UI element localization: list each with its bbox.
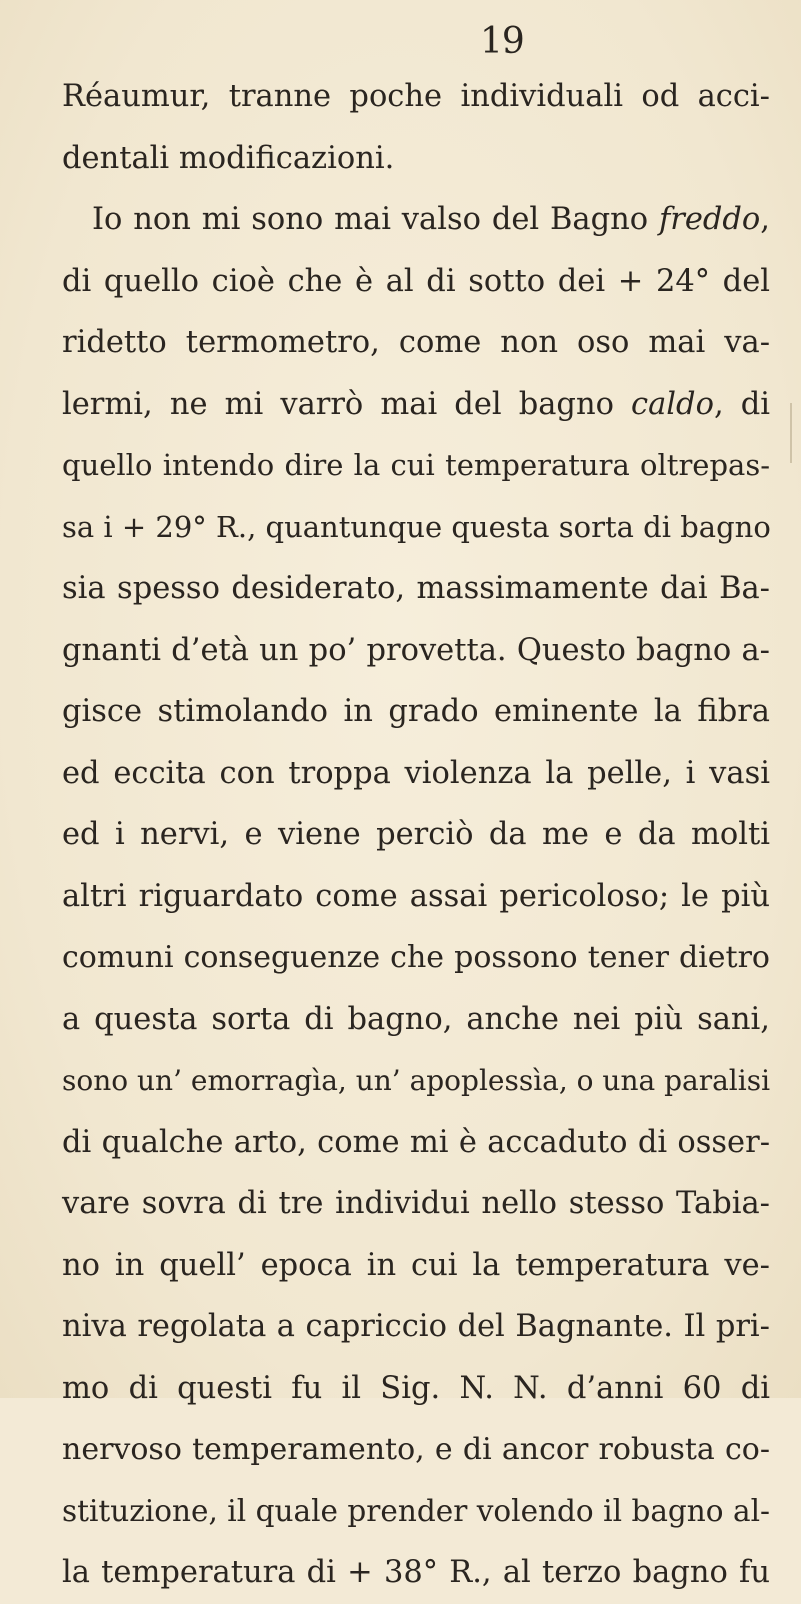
body-text	[62, 66, 770, 1604]
text-line: vare sovra di tre individui nello stesso Tabia-	[62, 1186, 770, 1221]
text-line: quello intendo dire la cui temperatura oltrepas-	[62, 448, 770, 482]
text-line: di qualche arto, come mi è accaduto di osser-	[62, 1124, 770, 1160]
text-line: lermi, ne mi varrò mai del bagno caldo, di	[62, 386, 771, 422]
text-line: niva regolata a capriccio del Bagnante. Il pri-	[62, 1309, 770, 1344]
text-line: stituzione, il quale prender volendo il bagno al-	[62, 1493, 770, 1528]
text-line: sa i + 29° R., quantunque questa sorta di bagno	[62, 509, 771, 544]
margin-mark	[790, 403, 792, 463]
text-line: comuni conseguenze che possono tener dietro	[62, 940, 770, 975]
text-line: no in quell’ epoca in cui la temperatura ve-	[62, 1247, 770, 1283]
text-line: sono un’ emorragìa, un’ apoplessìa, o una paralisi	[62, 1064, 771, 1097]
text-line: gisce stimolando in grado eminente la fibra	[62, 694, 770, 729]
text-line: Io non mi sono mai valso del Bagno freddo,	[92, 202, 770, 237]
text-line: mo di questi fu il Sig. N. N. d’anni 60 di	[62, 1370, 770, 1406]
text-line: di quello cioè che è al di sotto dei + 24° del	[62, 263, 770, 299]
text-line: ed i nervi, e viene perciò da me e da molti	[62, 817, 770, 852]
text-line: gnanti d’età un po’ provetta. Questo bagno a-	[62, 632, 770, 668]
text-line: dentali modificazioni.	[62, 140, 395, 176]
text-line: ridetto termometro, come non oso mai va-	[62, 325, 770, 360]
text-line: Réaumur, tranne poche individuali od acci-	[62, 79, 770, 114]
text-line: nervoso temperamento, e di ancor robusta co-	[62, 1432, 770, 1467]
text-line: sia spesso desiderato, massimamente dai Ba-	[62, 571, 770, 606]
page-number: 19	[480, 21, 524, 62]
text-line: ed eccita con troppa violenza la pelle, i vasi	[62, 755, 770, 791]
text-line: la temperatura di + 38° R., al terzo bagno fu	[62, 1555, 770, 1590]
text-line: a questa sorta di bagno, anche nei più sani,	[62, 1001, 770, 1037]
text-line: altri riguardato come assai pericoloso; le più	[62, 878, 770, 914]
